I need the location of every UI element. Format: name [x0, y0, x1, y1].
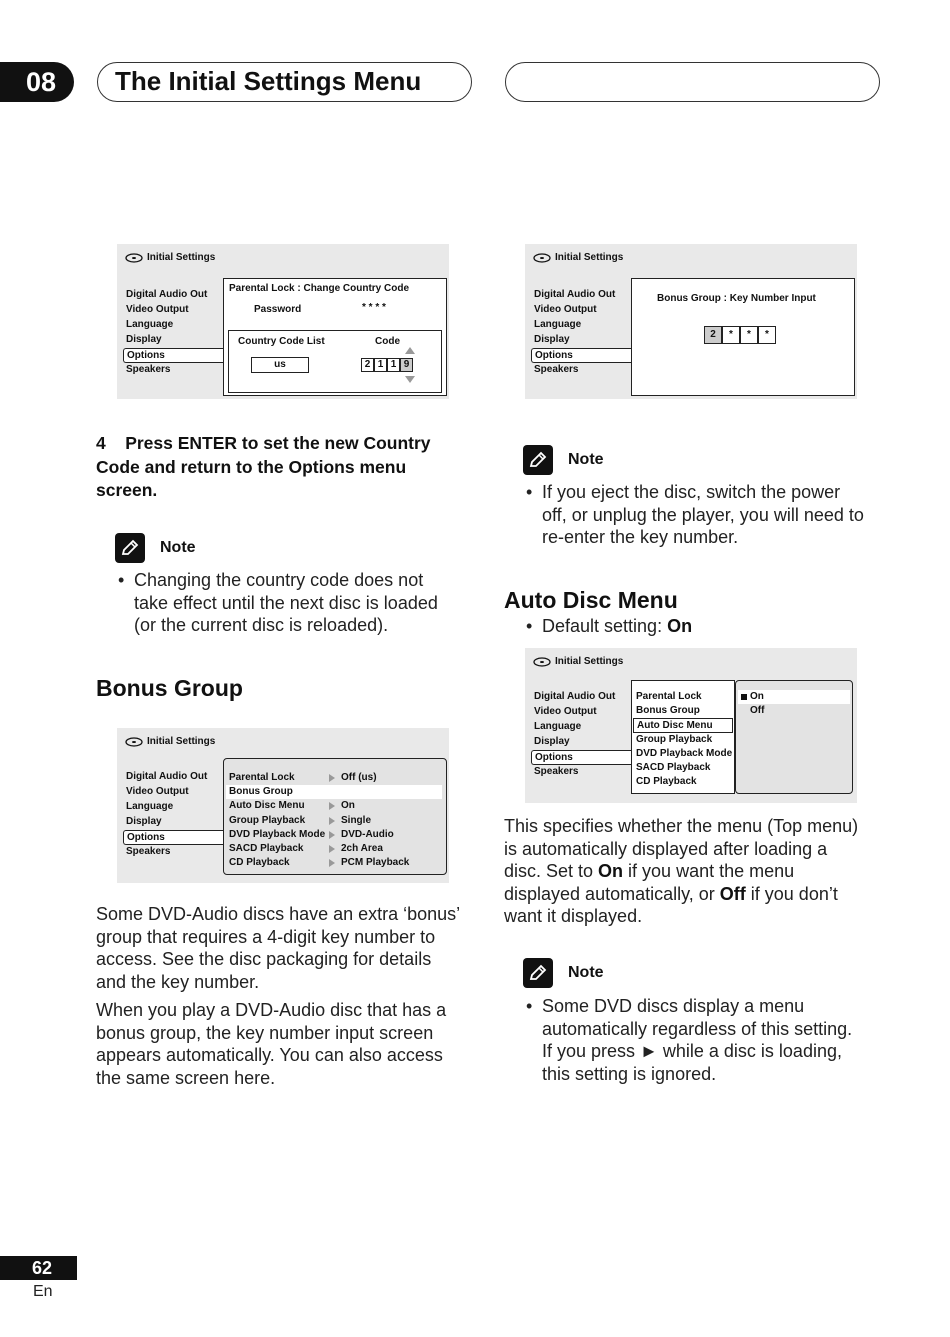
note-text: (or the current disc is reloaded).	[134, 615, 389, 635]
osd-menu-item-selected: Options	[531, 348, 631, 363]
note-text: off, or unplug the player, you will need to	[542, 504, 864, 525]
osd-title-text: Initial Settings	[555, 656, 624, 667]
options-item: CD Playback	[229, 857, 290, 869]
header-blank-tab	[505, 62, 880, 102]
osd-menu-item: Speakers	[534, 364, 579, 375]
options-item: Bonus Group	[636, 705, 700, 717]
right-arrow-icon	[329, 802, 335, 810]
note-text: re-enter the key number.	[542, 527, 739, 547]
step-text: screen.	[96, 480, 158, 500]
osd-title-text: Initial Settings	[555, 252, 624, 263]
osd-title	[533, 252, 623, 263]
text-line: access. See the disc packaging for details	[96, 949, 432, 969]
updown-arrows-icon	[404, 345, 416, 385]
osd-menu-item: Speakers	[126, 846, 171, 857]
osd-main-menu	[123, 770, 223, 860]
osd-panel	[223, 278, 447, 396]
right-arrow-icon	[329, 845, 335, 853]
step-text: Code and return to the Options menu	[96, 456, 407, 477]
options-item: Group Playback	[636, 733, 713, 745]
text-line: is automatically displayed after loading a	[504, 838, 828, 859]
note-header	[115, 533, 196, 563]
osd-menu-item: Language	[126, 319, 174, 330]
osd-menu-item-selected: Options	[123, 348, 223, 363]
text-line: This specifies whether the menu (Top menu)	[504, 816, 859, 836]
right-arrow-icon	[329, 817, 335, 825]
key-digits	[704, 326, 776, 344]
options-value: On	[341, 800, 355, 812]
options-item: DVD Playback Mode	[636, 747, 733, 759]
options-item: Parental Lock	[229, 772, 295, 783]
pencil-note-icon	[115, 533, 145, 563]
osd-screen-change-country-code	[117, 244, 449, 399]
options-submenu	[633, 690, 733, 789]
text-line: and the key number.	[96, 971, 260, 992]
osd-main-menu	[531, 690, 631, 780]
heading-auto-disc-menu: Auto Disc Menu	[504, 587, 678, 613]
options-item: Group Playback	[229, 814, 306, 826]
osd-title	[533, 656, 623, 667]
osd-value-panel	[735, 680, 853, 794]
note-bullet	[524, 995, 894, 1085]
options-values	[338, 771, 409, 870]
page-language: En	[33, 1283, 53, 1300]
note-label: Note	[160, 539, 196, 556]
note-bullet	[116, 569, 476, 637]
options-item: Parental Lock	[636, 691, 702, 702]
osd-title	[125, 252, 215, 263]
note-text: • If you eject the disc, switch the power	[542, 482, 841, 502]
note-header	[523, 445, 604, 475]
osd-menu-item: Language	[534, 319, 582, 330]
options-item: DVD Playback Mode	[229, 828, 326, 840]
default-value: On	[667, 616, 693, 636]
osd-title-text: Initial Settings	[147, 252, 216, 263]
text-line: group that requires a 4-digit key number to	[96, 926, 436, 947]
key-digit-active: 2	[704, 326, 722, 344]
text-line: want it displayed.	[504, 906, 643, 926]
disc-icon	[125, 253, 143, 263]
step-number: 4	[96, 433, 106, 453]
options-value: DVD-Audio	[341, 828, 394, 840]
bonus-paragraph-1	[96, 903, 476, 993]
selected-square-icon	[741, 694, 747, 700]
country-field: us	[251, 357, 309, 373]
country-code-list-label: Country Code List	[238, 336, 325, 347]
osd-menu-item: Speakers	[534, 766, 579, 777]
osd-menu-item-selected: Options	[123, 830, 223, 845]
text-line: the same screen here.	[96, 1067, 276, 1088]
osd-screen-options-bonus-group	[117, 728, 449, 883]
page-number: 62	[0, 1256, 77, 1280]
options-value: Single	[341, 814, 372, 826]
bonus-paragraph-2	[96, 999, 476, 1089]
options-item-selected: Bonus Group	[226, 785, 442, 799]
note-label: Note	[568, 964, 604, 981]
code-digit-active: 9	[400, 358, 413, 372]
option-on	[738, 690, 850, 704]
osd-menu-item: Display	[126, 334, 162, 345]
osd-menu-item: Video Output	[534, 706, 597, 717]
default-setting	[524, 615, 894, 638]
password-label: Password	[254, 304, 302, 315]
osd-menu-item: Language	[126, 801, 174, 812]
options-item: Auto Disc Menu	[229, 800, 305, 812]
options-item-selected: Auto Disc Menu	[633, 718, 733, 732]
password-mask: * * * *	[362, 302, 386, 313]
options-value: PCM Playback	[341, 857, 410, 869]
osd-title	[125, 736, 215, 747]
osd-menu-item: Video Output	[126, 786, 189, 797]
country-code-box	[228, 330, 442, 393]
note-text: take effect until the next disc is loaded	[134, 592, 438, 613]
disc-icon	[533, 657, 551, 667]
key-digit: *	[740, 326, 758, 344]
right-arrow-icon	[329, 831, 335, 839]
play-icon: ►	[640, 1041, 658, 1061]
osd-main-menu	[123, 288, 223, 378]
default-label: Default setting:	[542, 616, 668, 636]
text-line: displayed automatically, or Off if you don’t	[504, 883, 838, 904]
options-item: SACD Playback	[229, 842, 304, 854]
osd-menu-item-selected: Options	[531, 750, 631, 765]
osd-title-text: Initial Settings	[147, 736, 216, 747]
auto-disc-paragraph	[504, 815, 894, 928]
note-header	[523, 958, 604, 988]
step-text: Press ENTER to set the new Country	[125, 433, 431, 453]
code-digit: 1	[374, 358, 387, 372]
options-value: 2ch Area	[341, 842, 383, 854]
key-digit: *	[722, 326, 740, 344]
note-bullet	[524, 481, 894, 549]
osd-screen-auto-disc-menu	[525, 648, 857, 803]
osd-menu-item: Display	[534, 334, 570, 345]
osd-main-menu	[531, 288, 631, 378]
disc-icon	[533, 253, 551, 263]
note-text: • Some DVD discs display a menu	[542, 996, 805, 1016]
text-line: disc. Set to On if you want the menu	[504, 861, 795, 881]
osd-menu-item: Digital Audio Out	[126, 771, 208, 782]
pencil-note-icon	[523, 445, 553, 475]
osd-menu-item: Speakers	[126, 364, 171, 375]
pencil-note-icon	[523, 958, 553, 988]
text-line: Some DVD-Audio discs have an extra ‘bonus’	[96, 904, 461, 924]
key-digit: *	[758, 326, 776, 344]
step-4	[96, 432, 476, 503]
osd-panel	[631, 278, 855, 396]
osd-menu-item: Display	[534, 736, 570, 747]
option-label: Off	[750, 705, 765, 716]
osd-menu-item: Digital Audio Out	[126, 289, 208, 300]
osd-menu-item: Video Output	[534, 304, 597, 315]
submenu-arrows	[326, 771, 335, 870]
text-line: appears automatically. You can also access	[96, 1045, 443, 1065]
panel-title: Bonus Group : Key Number Input	[657, 293, 816, 304]
osd-menu-item: Language	[534, 721, 582, 732]
osd-panel	[223, 758, 447, 875]
code-label: Code	[375, 336, 400, 347]
options-item: CD Playback	[636, 776, 697, 788]
panel-title: Parental Lock : Change Country Code	[229, 283, 410, 294]
heading-bonus-group: Bonus Group	[96, 675, 243, 701]
note-text: this setting is ignored.	[542, 1063, 717, 1084]
note-text: If you press ► while a disc is loading,	[542, 1041, 842, 1061]
note-text: • Changing the country code does not	[134, 570, 424, 590]
osd-menu-item: Video Output	[126, 304, 189, 315]
option-label: On	[750, 691, 764, 702]
osd-menu-item: Display	[126, 816, 162, 827]
text-line: bonus group, the key number input screen	[96, 1022, 434, 1043]
osd-menu-item: Digital Audio Out	[534, 691, 616, 702]
right-arrow-icon	[329, 774, 335, 782]
options-value	[338, 785, 409, 799]
osd-options-panel	[631, 680, 735, 794]
options-value: Off (us)	[341, 772, 377, 783]
chapter-number-tab: 08	[0, 62, 74, 102]
option-off	[738, 704, 764, 718]
code-digit: 2	[361, 358, 374, 372]
options-item: SACD Playback	[636, 761, 711, 773]
code-digit: 1	[387, 358, 400, 372]
osd-screen-bonus-key-input	[525, 244, 857, 399]
osd-menu-item: Digital Audio Out	[534, 289, 616, 300]
disc-icon	[125, 737, 143, 747]
text-line: When you play a DVD-Audio disc that has a	[96, 1000, 447, 1020]
right-arrow-icon	[329, 859, 335, 867]
note-label: Note	[568, 451, 604, 468]
chapter-title: The Initial Settings Menu	[97, 62, 472, 102]
note-text: automatically regardless of this setting.	[542, 1018, 853, 1039]
